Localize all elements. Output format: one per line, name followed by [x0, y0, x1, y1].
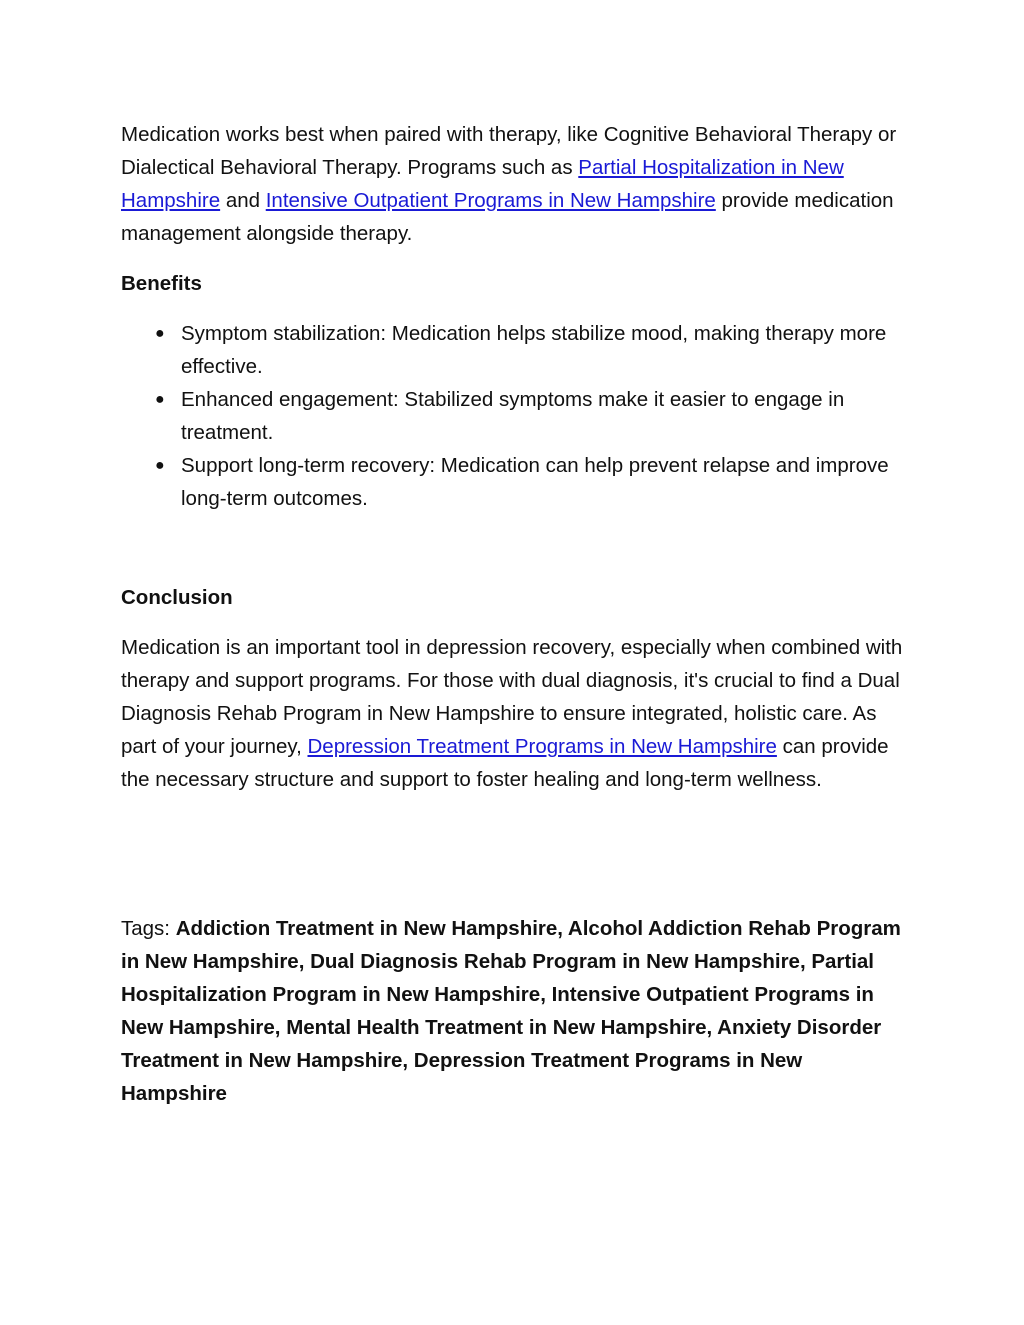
- list-item: [121, 317, 906, 383]
- conclusion-paragraph: [121, 631, 906, 796]
- tags-list: Addiction Treatment in New Hampshire, Alcohol Addiction Rehab Program in New Hampshire, Dual Diagnosis Rehab Program in New Hampshire, Partial Hospitalization Program in New Hampshire, Intensive Outpatient Programs in New Hampshire, Mental Health Treatment in New Hampshire, Anxiety Disorder Treatment in New Hampshire, Depression Treatment Programs in New Hampshire: [121, 917, 901, 1105]
- bullet-icon: ●: [155, 457, 165, 474]
- intro-text-after: provide medication management alongside therapy.: [121, 189, 894, 245]
- benefit-text: Support long-term recovery: Medication can help prevent relapse and improve long-term outcomes.: [181, 454, 889, 510]
- list-item: [121, 383, 906, 449]
- partial-hospitalization-link[interactable]: Partial Hospitalization in New Hampshire: [121, 156, 844, 212]
- section-spacer: [121, 515, 906, 581]
- conclusion-text-before: Medication is an important tool in depression recovery, especially when combined with therapy and support programs. For those with dual diagnosis, it's crucial to find a Dual Diagnosis Rehab Program in New Hampshire to ensure integrated, holistic care. As part of your journey,: [121, 636, 903, 758]
- conclusion-text-after: can provide the necessary structure and support to foster healing and long-term wellness.: [121, 735, 889, 791]
- bullet-icon: ●: [155, 325, 165, 342]
- intro-text-between: and: [220, 189, 266, 212]
- benefits-heading: Benefits: [121, 272, 202, 295]
- intro-text-before: Medication works best when paired with therapy, like Cognitive Behavioral Therapy or Dialectical Behavioral Therapy. Programs such as: [121, 123, 897, 179]
- benefits-list: [121, 317, 906, 515]
- tags-paragraph: [121, 912, 906, 1110]
- document-page: [121, 118, 906, 1110]
- benefit-text: Enhanced engagement: Stabilized symptoms make it easier to engage in treatment.: [181, 388, 845, 444]
- tags-label: Tags:: [121, 917, 176, 940]
- depression-treatment-link[interactable]: Depression Treatment Programs in New Hampshire: [307, 735, 777, 758]
- intro-paragraph: [121, 118, 906, 250]
- list-item: [121, 449, 906, 515]
- section-spacer: [121, 796, 906, 912]
- conclusion-heading: Conclusion: [121, 586, 233, 609]
- benefit-text: Symptom stabilization: Medication helps stabilize mood, making therapy more effective.: [181, 322, 887, 378]
- intensive-outpatient-link[interactable]: Intensive Outpatient Programs in New Hampshire: [265, 189, 716, 212]
- bullet-icon: ●: [155, 391, 165, 408]
